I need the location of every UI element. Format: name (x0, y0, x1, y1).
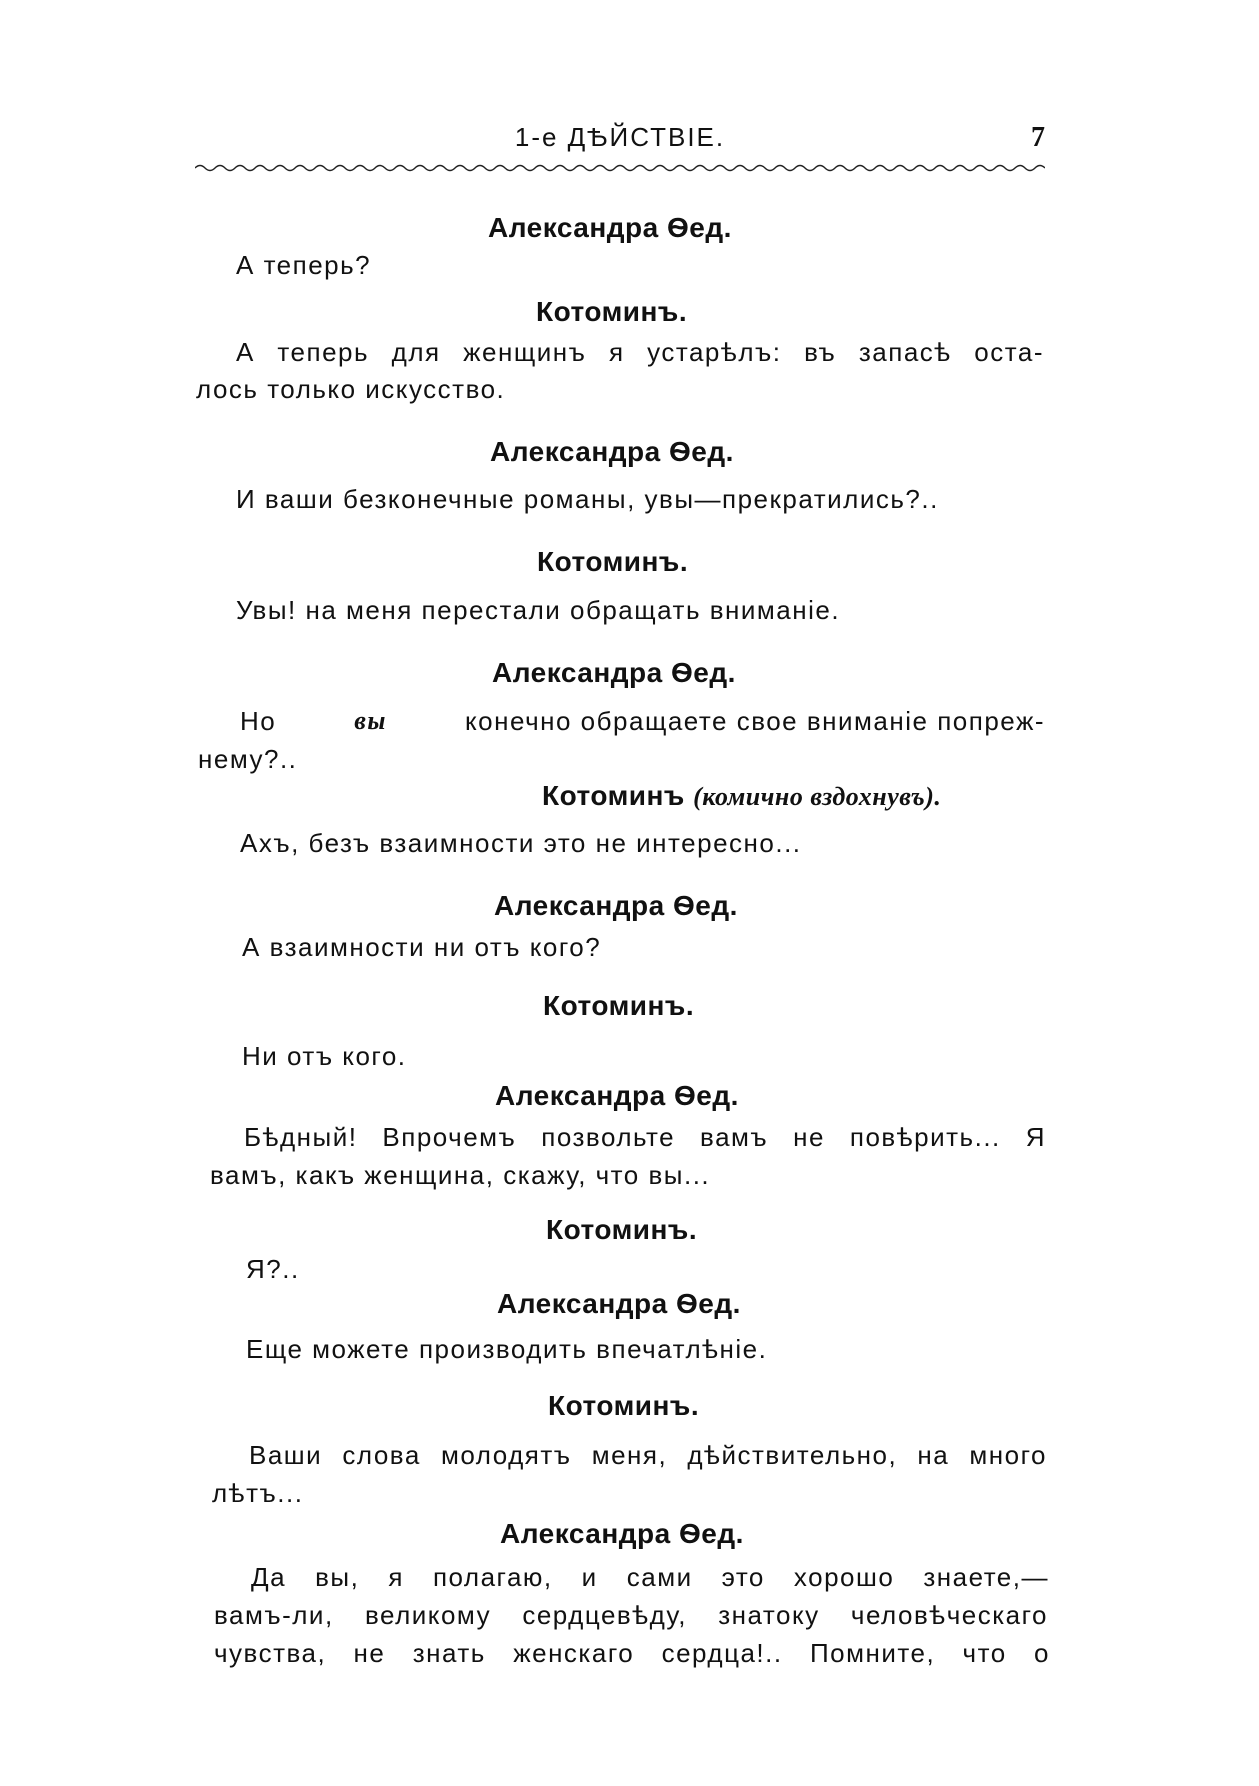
speaker-name: Александра Ѳед. (497, 1288, 741, 1319)
speaker-name: Котоминъ. (546, 1214, 698, 1245)
dialogue-line: Я?.. (246, 1254, 300, 1284)
dialogue-line: И ваши безконечные романы, увы—прекратились?.. (236, 484, 939, 514)
speaker-name: Александра Ѳед. (492, 657, 736, 688)
dialogue-line: чувства, не знать женскаго сердца!.. Помните, что о (214, 1638, 1050, 1668)
running-title: 1-е ДѢЙСТВІЕ. (514, 122, 726, 152)
stage-direction: (комично вздохнувъ). (693, 782, 942, 811)
speaker-name: Котоминъ. (536, 296, 688, 327)
dialogue-line: Увы! на меня перестали обращать вниманіе. (236, 595, 841, 625)
speaker-name: Котоминъ. (543, 990, 695, 1021)
speaker-name: Котоминъ. (548, 1390, 700, 1421)
dialogue-line: Ни отъ кого. (242, 1041, 407, 1071)
speaker-name: Александра Ѳед. (490, 436, 734, 467)
dialogue-line: Да вы, я полагаю, и сами это хорошо знаете,— (251, 1562, 1049, 1592)
speaker-name: Котоминъ. (537, 546, 689, 577)
speaker-heading (542, 780, 941, 812)
dialogue-line: вамъ-ли, великому сердцевѣду, знатоку человѣческаго (214, 1600, 1048, 1630)
dialogue-line (240, 706, 1045, 737)
speaker-name: Александра Ѳед. (494, 890, 738, 921)
dialogue-line: Ваши слова молодятъ меня, дѣйствительно, на много (249, 1440, 1047, 1470)
dialogue-line: Бѣдный! Впрочемъ позвольте вамъ не повѣрить... Я (244, 1122, 1046, 1152)
speaker-name: Александра Ѳед. (495, 1080, 739, 1111)
dialogue-line: вамъ, какъ женщина, скажу, что вы... (210, 1160, 711, 1190)
dialogue-line: Ахъ, безъ взаимности это не интересно... (240, 828, 802, 858)
speaker-name: Котоминъ (542, 780, 685, 811)
decorative-wavy-rule (195, 160, 1045, 174)
dialogue-line: лѣтъ... (212, 1478, 304, 1508)
dialogue-line: А взаимности ни отъ кого? (242, 932, 602, 962)
speaker-name: Александра Ѳед. (488, 212, 732, 243)
dialogue-line: А теперь для женщинъ я устарѣлъ: въ запасѣ оста- (236, 337, 1044, 367)
emphasized-word: вы (354, 706, 387, 735)
line-part: конечно обращаете свое вниманіе попреж- (465, 706, 1045, 736)
page-number: 7 (1031, 122, 1045, 153)
dialogue-line: Еще можете производить впечатлѣніе. (246, 1334, 768, 1364)
dialogue-line: А теперь? (236, 250, 372, 280)
line-part: Но (240, 706, 277, 736)
speaker-name: Александра Ѳед. (500, 1518, 744, 1549)
dialogue-line: нему?.. (198, 744, 298, 774)
dialogue-line: лось только искусство. (196, 374, 506, 404)
running-head (195, 122, 1045, 162)
